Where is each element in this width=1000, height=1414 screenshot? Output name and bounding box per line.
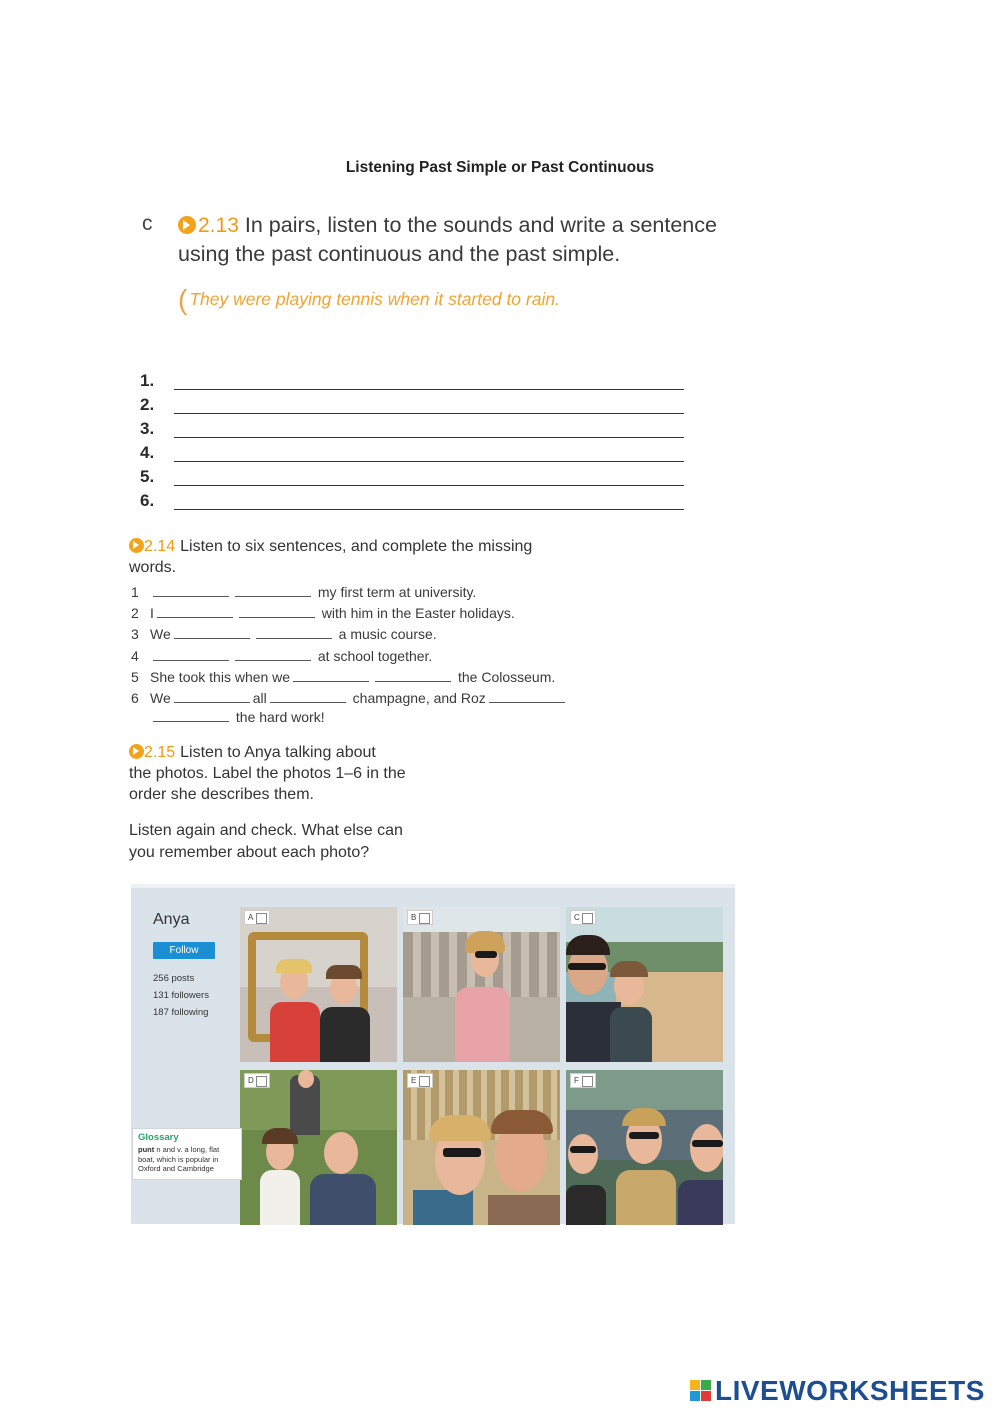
track-number: 2.13 bbox=[198, 214, 239, 237]
write-line[interactable] bbox=[174, 413, 684, 414]
instruction-line-2: words. bbox=[129, 559, 177, 576]
answer-line[interactable] bbox=[140, 395, 700, 419]
item-text: all bbox=[252, 690, 267, 706]
gap-blank[interactable] bbox=[157, 606, 233, 618]
gap-blank[interactable] bbox=[235, 585, 311, 597]
followers-count: 131 followers bbox=[153, 990, 209, 1001]
followup-line-2: you remember about each photo? bbox=[129, 844, 370, 861]
item-text: We bbox=[150, 626, 171, 642]
gap-item bbox=[131, 605, 515, 625]
photo-label-box[interactable]: D bbox=[244, 1073, 270, 1088]
section-215-instruction bbox=[129, 742, 459, 805]
photo-label-box[interactable]: E bbox=[407, 1073, 433, 1088]
item-number: 6 bbox=[131, 690, 139, 706]
photo-b[interactable] bbox=[403, 907, 560, 1062]
gap-item bbox=[131, 690, 568, 710]
glossary-title: Glossary bbox=[138, 1132, 179, 1143]
gap-item bbox=[131, 669, 555, 689]
photo-f[interactable] bbox=[566, 1070, 723, 1225]
gap-blank[interactable] bbox=[235, 649, 311, 661]
gap-blank[interactable] bbox=[489, 691, 565, 703]
gap-blank[interactable] bbox=[153, 649, 229, 661]
glossary-box bbox=[132, 1128, 242, 1180]
photo-label-box[interactable]: A bbox=[244, 910, 270, 925]
write-line[interactable] bbox=[174, 389, 684, 390]
item-number: 1 bbox=[131, 584, 139, 600]
write-line[interactable] bbox=[174, 437, 684, 438]
liveworksheets-logo-icon bbox=[690, 1380, 712, 1402]
photo-label-box[interactable]: F bbox=[570, 1073, 596, 1088]
item-number: 2 bbox=[131, 605, 139, 621]
item-text: the Colosseum. bbox=[457, 669, 556, 685]
photo-e[interactable] bbox=[403, 1070, 560, 1225]
section-c-instruction bbox=[178, 211, 798, 268]
profile-name: Anya bbox=[153, 911, 190, 928]
gap-item bbox=[131, 584, 476, 604]
section-214-instruction bbox=[129, 536, 599, 578]
gap-blank[interactable] bbox=[293, 670, 369, 682]
follow-button[interactable]: Follow bbox=[153, 942, 215, 959]
audio-icon[interactable] bbox=[178, 216, 196, 234]
item-number: 4 bbox=[131, 648, 139, 664]
track-number: 2.15 bbox=[144, 744, 176, 761]
track-number: 2.14 bbox=[144, 538, 176, 555]
example-text: They were playing tennis when it started to rain. bbox=[189, 289, 560, 309]
page-title: Listening Past Simple or Past Continuous bbox=[345, 159, 655, 176]
glossary-term: punt bbox=[138, 1145, 155, 1154]
gap-blank[interactable] bbox=[153, 710, 229, 722]
photo-a[interactable] bbox=[240, 907, 397, 1062]
photo-label-box[interactable]: C bbox=[570, 910, 596, 925]
posts-count: 256 posts bbox=[153, 973, 195, 984]
instruction-line-1: Listen to Anya talking about bbox=[180, 744, 376, 761]
write-line[interactable] bbox=[174, 461, 684, 462]
answer-line[interactable] bbox=[140, 467, 700, 491]
gap-blank[interactable] bbox=[270, 691, 346, 703]
item-text: my first term at university. bbox=[317, 584, 477, 600]
gap-blank[interactable] bbox=[239, 606, 315, 618]
gap-blank[interactable] bbox=[174, 627, 250, 639]
photo-c[interactable] bbox=[566, 907, 723, 1062]
answer-line[interactable] bbox=[140, 443, 700, 467]
instruction-line-1: In pairs, listen to the sounds and write a sentence bbox=[244, 213, 717, 237]
glossary-def-text: n and v. a long, flat boat, which is popular in Oxford and Cambridge bbox=[138, 1145, 220, 1173]
answer-line[interactable] bbox=[140, 491, 700, 515]
line-number: 2. bbox=[140, 395, 155, 414]
item-text: with him in the Easter holidays. bbox=[321, 605, 515, 621]
line-number: 1. bbox=[140, 371, 155, 390]
instruction-line-1: Listen to six sentences, and complete the missing bbox=[180, 538, 533, 555]
gap-blank[interactable] bbox=[375, 670, 451, 682]
brand-text: LIVEWORKSHEETS bbox=[715, 1375, 985, 1406]
example-sentence bbox=[178, 284, 560, 316]
gap-item-continued bbox=[150, 709, 325, 729]
item-number: 3 bbox=[131, 626, 139, 642]
gap-blank[interactable] bbox=[153, 585, 229, 597]
liveworksheets-brand[interactable] bbox=[690, 1375, 985, 1407]
item-text: the hard work! bbox=[235, 709, 325, 725]
instruction-line-2: the photos. Label the photos 1–6 in the bbox=[129, 765, 406, 782]
gap-item bbox=[131, 626, 437, 646]
gap-blank[interactable] bbox=[174, 691, 250, 703]
item-text: I bbox=[150, 605, 154, 621]
speech-bracket-icon: ( bbox=[178, 284, 188, 315]
audio-icon[interactable] bbox=[129, 538, 144, 553]
glossary-definition bbox=[138, 1145, 236, 1174]
instruction-line-3: order she describes them. bbox=[129, 786, 314, 803]
photo-d[interactable] bbox=[240, 1070, 397, 1225]
line-number: 4. bbox=[140, 443, 155, 462]
write-line[interactable] bbox=[174, 509, 684, 510]
write-line[interactable] bbox=[174, 485, 684, 486]
item-text: champagne, and Roz bbox=[352, 690, 486, 706]
line-number: 3. bbox=[140, 419, 155, 438]
item-number: 5 bbox=[131, 669, 139, 685]
gap-blank[interactable] bbox=[256, 627, 332, 639]
item-text: She took this when we bbox=[150, 669, 291, 685]
item-text: at school together. bbox=[317, 648, 433, 664]
answer-line[interactable] bbox=[140, 419, 700, 443]
audio-icon[interactable] bbox=[129, 744, 144, 759]
section-letter: c bbox=[142, 212, 153, 235]
following-count: 187 following bbox=[153, 1007, 209, 1018]
section-215-followup bbox=[129, 820, 459, 864]
followup-line-1: Listen again and check. What else can bbox=[129, 822, 403, 839]
item-text: a music course. bbox=[338, 626, 437, 642]
instruction-line-2: using the past continuous and the past simple. bbox=[178, 242, 621, 266]
answer-line[interactable] bbox=[140, 371, 700, 395]
gap-item bbox=[131, 648, 432, 668]
line-number: 6. bbox=[140, 491, 155, 510]
item-text: We bbox=[150, 690, 171, 706]
photo-label-box[interactable]: B bbox=[407, 910, 433, 925]
line-number: 5. bbox=[140, 467, 155, 486]
